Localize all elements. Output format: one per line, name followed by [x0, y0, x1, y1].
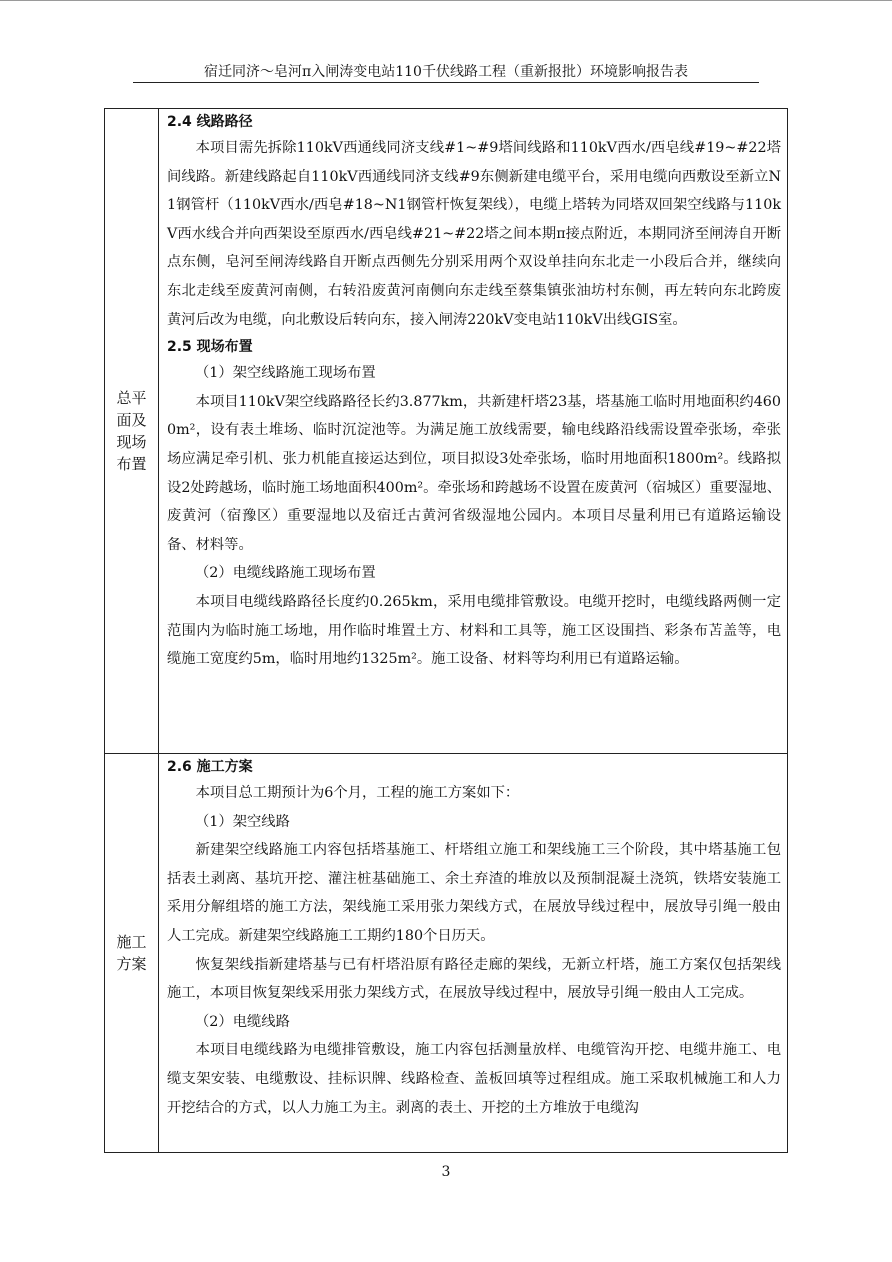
page-number: 3	[441, 1164, 451, 1180]
header-rule	[133, 82, 759, 83]
cable-construction-paragraph: 本项目电缆线路为电缆排管敷设，施工内容包括测量放样、电缆管沟开挖、电缆井施工、电缆支架安装、电缆敷设、挂标识牌、线路检查、盖板回填等过程组成。施工采取机械施工和人力开挖结合的方式，以人力施工为主。剥离的表土、开挖的土方堆放于电缆沟	[167, 1042, 781, 1116]
row-label-cell	[105, 109, 159, 754]
row-label-cell	[105, 754, 159, 1153]
restringing-paragraph: 恢复架线指新建塔基与已有杆塔沿原有路径走廊的架线，无新立杆塔，施工方案仅包括架线施工，本项目恢复架线采用张力架线方式，在展放导线过程中，展放导引绳一般由人工完成。	[167, 956, 781, 1002]
running-header: 宿迁同济～皂河π入闸涛变电站110千伏线路工程（重新报批）环境影响报告表	[204, 64, 688, 80]
section-heading-route: 2.4 线路路径	[167, 114, 253, 130]
subheading-cable-layout: （2）电缆线路施工现场布置	[195, 565, 376, 582]
subheading-overhead-line: （1）架空线路	[195, 813, 290, 830]
overhead-construction-paragraph: 新建架空线路施工内容包括塔基施工、杆塔组立施工和架线施工三个阶段，其中塔基施工包括表土剥离、基坑开挖、灌注桩基础施工、余土弃渣的堆放以及预制混凝土浇筑，铁塔安装施工采用分解组塔的施工方法，架线施工采用张力架线方式，在展放导线过程中，展放导引绳一般由人工完成。新建架空线路施工工期约180个日历天。	[167, 842, 781, 944]
row-content-cell	[159, 754, 788, 1153]
overhead-layout-paragraph: 本项目110kV架空线路路径长约3.877km，共新建杆塔23基，塔基施工临时用地面积约4600m²，设有表土堆场、临时沉淀池等。为满足施工放线需要，输电线路沿线需设置牵张场，牵张场应满足牵引机、张力机能直接运达到位，项目拟设3处牵张场，临时用地面积1800m²。线路拟设2处跨越场，临时施工场地面积400m²。牵张场和跨越场不设置在废黄河（宿城区）重要湿地、废黄河（宿豫区）重要湿地以及宿迁古黄河省级湿地公园内。本项目尽量利用已有道路运输设备、材料等。	[167, 393, 781, 553]
table-row-layout	[105, 109, 788, 754]
row-label: 施工方案	[116, 933, 147, 973]
row-content-cell	[159, 109, 788, 754]
section-heading-construction-plan: 2.6 施工方案	[167, 759, 253, 775]
route-paragraph: 本项目需先拆除110kV西通线同济支线#1~#9塔间线路和110kV西水/西皂线#19~#22塔间线路。新建线路起自110kV西通线同济支线#9东侧新建电缆平台，采用电缆向西敷设至新立N1钢管杆（110kV西水/西皂#18~N1钢管杆恢复架线），电缆上塔转为同塔双回架空线路与110kV西水线合并向西架设至原西水/西皂线#21~#22塔之间本期π接点附近，本期同济至闸涛自开断点东侧，皂河至闸涛线路自开断点西侧先分别采用两个双设单挂向东北走一小段后合并，继续向东北走线至废黄河南侧，右转沿废黄河南侧向东走线至蔡集镇张油坊村东侧，再左转向东北跨废黄河后改为电缆，向北敷设后转向东，接入闸涛220kV变电站110kV出线GIS室。	[167, 140, 781, 328]
cable-layout-paragraph: 本项目电缆线路路径长度约0.265km，采用电缆排管敷设。电缆开挖时，电缆线路两侧一定范围内为临时施工场地，用作临时堆置土方、材料和工具等，施工区设围挡、彩条布苫盖等，电缆施工宽度约5m，临时用地约1325m²。施工设备、材料等均利用已有道路运输。	[167, 593, 781, 668]
subheading-cable-line: （2）电缆线路	[195, 1013, 290, 1030]
report-table	[104, 108, 788, 1153]
table-row-construction	[105, 754, 788, 1153]
row-label: 总平面及现场布置	[116, 389, 147, 473]
subheading-overhead-layout: （1）架空线路施工现场布置	[195, 365, 376, 382]
page-top-border	[0, 0, 892, 1]
construction-intro: 本项目总工期预计为6个月，工程的施工方案如下：	[195, 785, 520, 801]
section-heading-site-layout: 2.5 现场布置	[167, 339, 253, 356]
